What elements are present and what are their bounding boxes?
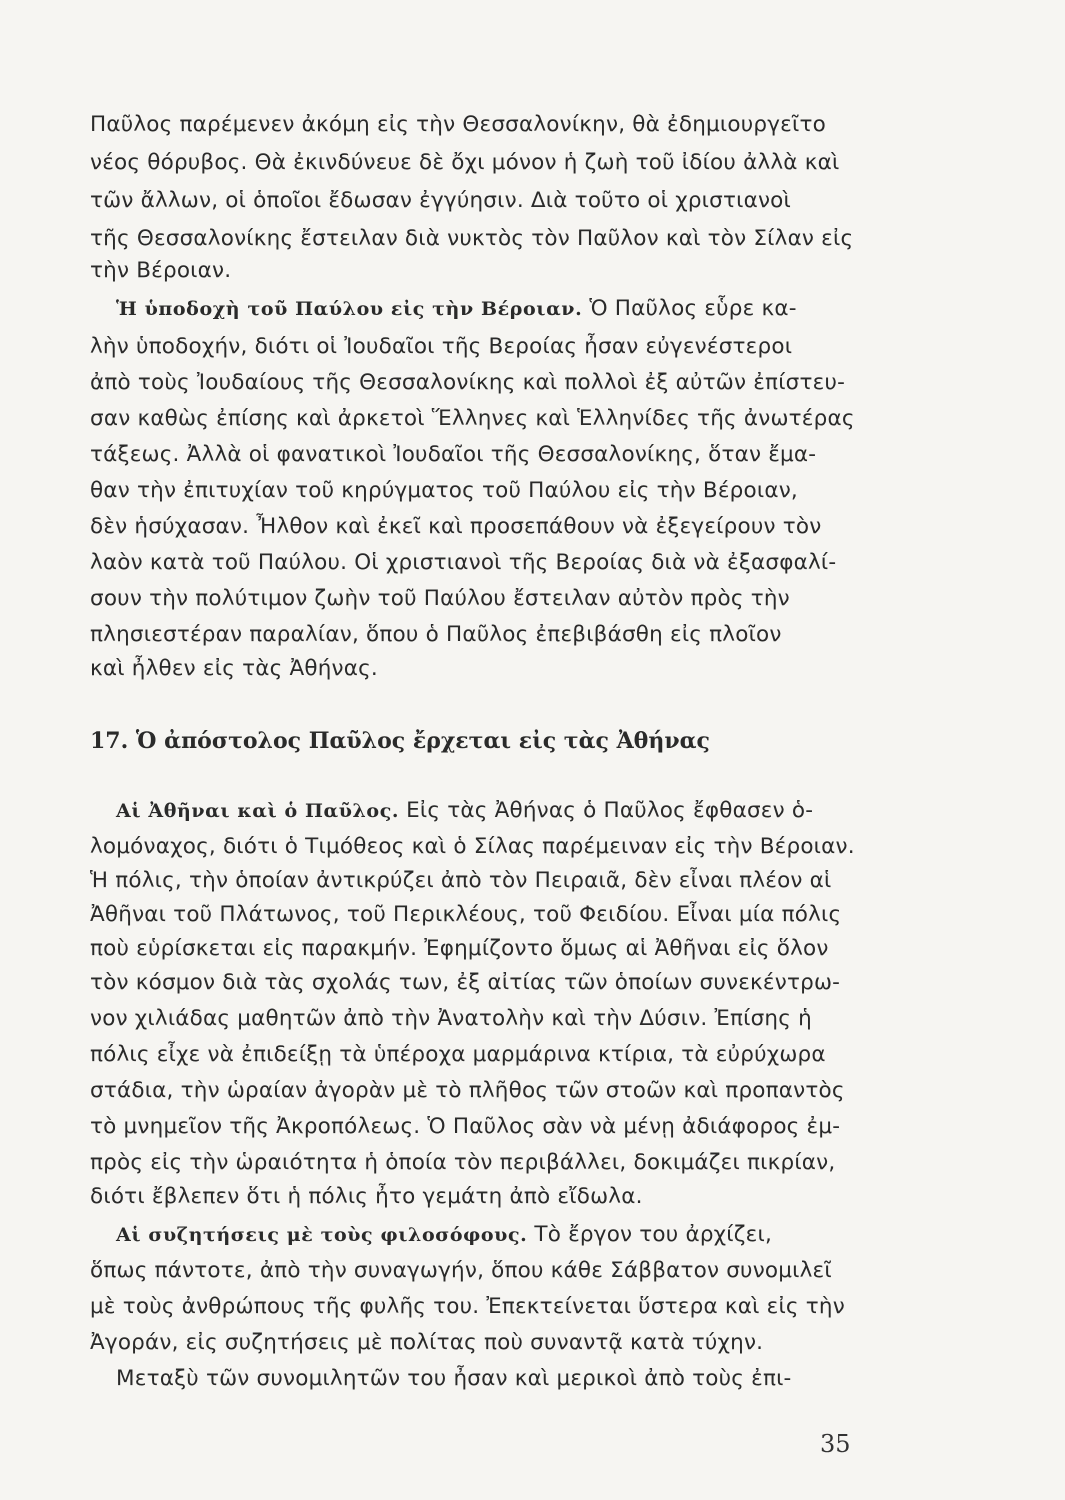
text-line: τὴν Βέροιαν. (90, 258, 232, 283)
text-line: ἀπὸ τοὺς Ἰουδαίους τῆς Θεσσαλονίκης καὶ πολλοὶ ἐξ αὐτῶν ἐπίστευ- (90, 370, 846, 395)
text-line: θαν τὴν ἐπιτυχίαν τοῦ κηρύγματος τοῦ Παύλου εἰς τὴν Βέροιαν, (90, 478, 798, 503)
paragraph-first-line (90, 292, 906, 326)
text-line: Ἀθῆναι τοῦ Πλάτωνος, τοῦ Περικλέους, τοῦ Φειδίου. Εἶναι μία πόλις (90, 902, 842, 927)
text-line: σουν τὴν πολύτιμον ζωὴν τοῦ Παύλου ἔστειλαν αὐτὸν πρὸς τὴν (90, 586, 790, 611)
text-line: Ἡ πόλις, τὴν ὁποίαν ἀντικρύζει ἀπὸ τὸν Πειραιᾶ, δὲν εἶναι πλέον αἱ (90, 868, 832, 893)
text-line: τῆς Θεσσαλονίκης ἔστειλαν διὰ νυκτὸς τὸν Παῦλον καὶ τὸν Σίλαν εἰς (90, 226, 854, 251)
text-line: νον χιλιάδας μαθητῶν ἀπὸ τὴν Ἀνατολὴν καὶ τὴν Δύσιν. Ἐπίσης ἡ (90, 1006, 812, 1031)
text-line: τῶν ἄλλων, οἱ ὁποῖοι ἔδωσαν ἐγγύησιν. Διὰ τοῦτο οἱ χριστιανοὶ (90, 188, 792, 213)
paragraph-first-line (90, 1218, 906, 1252)
text-line: ὅπως πάντοτε, ἀπὸ τὴν συναγωγήν, ὅπου κάθε Σάββατον συνομιλεῖ (90, 1258, 832, 1283)
section-heading: 17. Ὁ ἀπόστολος Παῦλος ἔρχεται εἰς τὰς Ἀθήνας (90, 728, 710, 754)
text-line: ποὺ εὑρίσκεται εἰς παρακμήν. Ἐφημίζοντο ὅμως αἱ Ἀθῆναι εἰς ὅλον (90, 936, 829, 961)
text-line: λομόναχος, διότι ὁ Τιμόθεος καὶ ὁ Σίλας παρέμειναν εἰς τὴν Βέροιαν. (90, 834, 855, 859)
text-line: δὲν ἡσύχασαν. Ἦλθον καὶ ἐκεῖ καὶ προσεπάθουν νὰ ἐξεγείρουν τὸν (90, 514, 822, 539)
text-line: τὸ μνημεῖον τῆς Ἀκροπόλεως. Ὁ Παῦλος σὰν νὰ μένῃ ἀδιάφορος ἐμ- (90, 1114, 841, 1139)
text-line: στάδια, τὴν ὡραίαν ἀγορὰν μὲ τὸ πλῆθος τῶν στοῶν καὶ προπαντὸς (90, 1078, 845, 1103)
text-line: λαὸν κατὰ τοῦ Παύλου. Οἱ χριστιανοὶ τῆς Βεροίας διὰ νὰ ἐξασφαλί- (90, 550, 837, 575)
text-line: τάξεως. Ἀλλὰ οἱ φανατικοὶ Ἰουδαῖοι τῆς Θεσσαλονίκης, ὅταν ἔμα- (90, 442, 817, 467)
text-line: τὸν κόσμον διὰ τὰς σχολάς των, ἐξ αἰτίας τῶν ὁποίων συνεκέντρω- (90, 970, 841, 995)
paragraph-heading: Ἡ ὑποδοχὴ τοῦ Παύλου εἰς τὴν Βέροιαν. (116, 298, 583, 320)
text-line: λὴν ὑποδοχήν, διότι οἱ Ἰουδαῖοι τῆς Βεροίας ἦσαν εὐγενέστεροι (90, 334, 793, 359)
paragraph-heading: Αἱ συζητήσεις μὲ τοὺς φιλοσόφους. (116, 1224, 528, 1246)
text-line: νέος θόρυβος. Θὰ ἐκινδύνευε δὲ ὄχι μόνον ἡ ζωὴ τοῦ ἰδίου ἀλλὰ καὶ (90, 150, 840, 175)
text-line: Παῦλος παρέμενεν ἀκόμη εἰς τὴν Θεσσαλονίκην, θὰ ἐδημιουργεῖτο (90, 112, 826, 137)
text-line: Μεταξὺ τῶν συνομιλητῶν του ἦσαν καὶ μερικοὶ ἀπὸ τοὺς ἐπι- (116, 1366, 792, 1391)
text-line: πόλις εἶχε νὰ ἐπιδείξῃ τὰ ὑπέροχα μαρμάρινα κτίρια, τὰ εὐρύχωρα (90, 1042, 826, 1067)
paragraph-heading: Αἱ Ἀθῆναι καὶ ὁ Παῦλος. (116, 800, 400, 822)
text-line: πρὸς εἰς τὴν ὡραιότητα ἡ ὁποία τὸν περιβάλλει, δοκιμάζει πικρίαν, (90, 1150, 836, 1175)
text-line: Ἀγοράν, εἰς συζητήσεις μὲ πολίτας ποὺ συναντᾷ κατὰ τύχην. (90, 1330, 764, 1355)
text-line: διότι ἔβλεπεν ὅτι ἡ πόλις ἦτο γεμάτη ἀπὸ εἴδωλα. (90, 1184, 643, 1209)
text-line: καὶ ἦλθεν εἰς τὰς Ἀθήνας. (90, 656, 378, 681)
paragraph-text: Ὁ Παῦλος εὗρε κα- (582, 296, 797, 321)
text-line: πλησιεστέραν παραλίαν, ὅπου ὁ Παῦλος ἐπεβιβάσθη εἰς πλοῖον (90, 622, 782, 647)
text-line: σαν καθὼς ἐπίσης καὶ ἀρκετοὶ Ἕλληνες καὶ Ἑλληνίδες τῆς ἀνωτέρας (90, 406, 855, 431)
paragraph-first-line (90, 794, 906, 828)
paragraph-text: Εἰς τὰς Ἀθήνας ὁ Παῦλος ἔφθασεν ὁ- (399, 798, 814, 823)
page-number: 35 (820, 1430, 851, 1458)
paragraph-text: Τὸ ἔργον του ἀρχίζει, (527, 1222, 773, 1247)
text-line: μὲ τοὺς ἀνθρώπους τῆς φυλῆς του. Ἐπεκτείνεται ὕστερα καὶ εἰς τὴν (90, 1294, 845, 1319)
